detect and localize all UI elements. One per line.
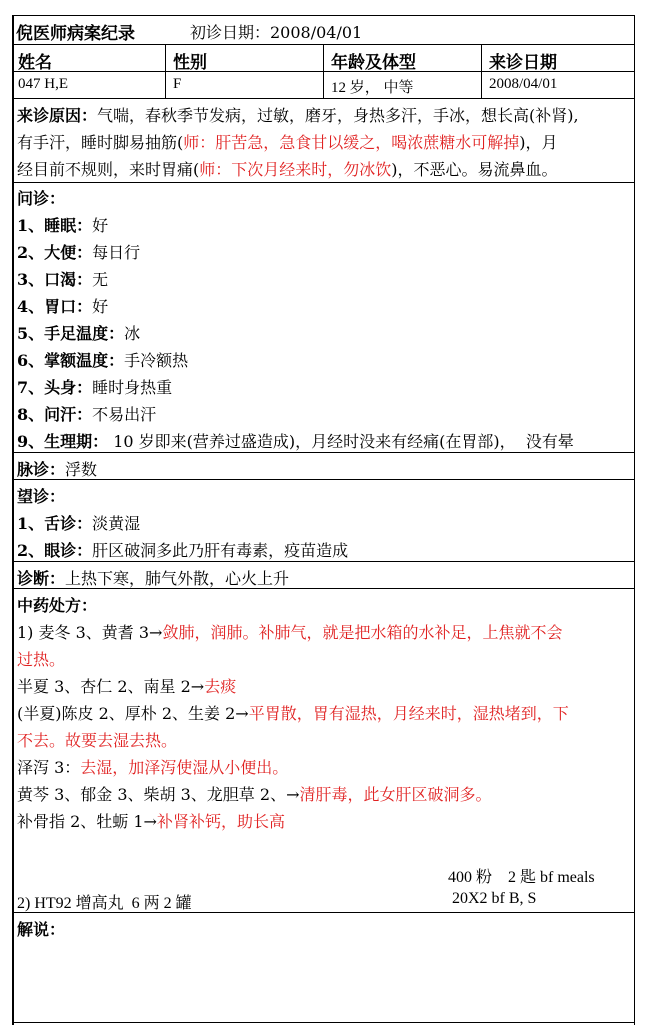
inquiry-item: 6、掌额温度：手冷额热 bbox=[17, 351, 189, 370]
reason-text-2c: )，月 bbox=[519, 133, 558, 152]
col-sep-2 bbox=[323, 44, 324, 98]
rule-3 bbox=[12, 98, 635, 99]
rule-6 bbox=[12, 479, 635, 480]
first-visit-date: 初诊日期：2008/04/01 bbox=[190, 23, 363, 42]
reason-text-2a: 有手汗，睡时脚易抽筋( bbox=[17, 133, 184, 152]
header-date: 来诊日期 bbox=[489, 53, 557, 73]
reason-line-2 bbox=[17, 130, 558, 153]
dose-instruction-1: 400 粉 2 匙 bf meals bbox=[448, 869, 595, 886]
inquiry-item: 5、手足温度：冰 bbox=[17, 324, 141, 343]
prescription-line: (半夏)陈皮 2、厚朴 2、生姜 2→平胃散，胃有湿热，月经来时，湿热堵到，下 bbox=[17, 704, 569, 723]
reason-text-3a: 经目前不规则，来时胃痛( bbox=[17, 160, 200, 179]
value-date: 2008/04/01 bbox=[489, 76, 558, 92]
inquiry-item: 8、问汗：不易出汗 bbox=[17, 405, 157, 424]
dose-instruction-2: 20X2 bf B, S bbox=[452, 890, 537, 907]
prescription-line: 半夏 3、杏仁 2、南星 2→去痰 bbox=[17, 677, 237, 696]
value-name: 047 H,E bbox=[18, 76, 68, 92]
reason-text-3c: )，不恶心。易流鼻血。 bbox=[391, 160, 558, 179]
header-name: 姓名 bbox=[18, 53, 52, 73]
border-right bbox=[634, 15, 635, 1025]
reason-line-3 bbox=[17, 157, 558, 180]
col-sep-1 bbox=[165, 44, 166, 98]
reason-note-1: 师：肝苦急，急食甘以缓之，喝浓蔗糖水可解掉 bbox=[183, 133, 520, 152]
prescription-line: 过热。 bbox=[17, 650, 66, 669]
inquiry-item: 9、生理期： 10 岁即来(营养过盛造成)，月经时没来有经痛(在胃部)， 没有晕 bbox=[17, 432, 574, 451]
inquiry-label: 问诊： bbox=[17, 189, 66, 208]
border-left bbox=[12, 15, 14, 1025]
reason-label: 来诊原因： bbox=[17, 106, 98, 125]
observation-item: 2、眼诊：肝区破洞多此乃肝有毒素，疫苗造成 bbox=[17, 541, 349, 560]
doc-title: 倪医师病案纪录 bbox=[16, 24, 135, 44]
col-sep-3 bbox=[481, 44, 482, 98]
diagnosis-label: 诊断： bbox=[17, 569, 66, 588]
explanation-label: 解说： bbox=[17, 920, 66, 939]
value-age: 12 岁， 中等 bbox=[331, 80, 414, 96]
pulse-row bbox=[17, 457, 97, 480]
prescription-line: 黄芩 3、郁金 3、柴胡 3、龙胆草 2、→清肝毒，此女肝区破洞多。 bbox=[17, 785, 492, 804]
observation-label: 望诊： bbox=[17, 487, 66, 506]
header-age: 年龄及体型 bbox=[331, 53, 416, 73]
observation-item: 1、舌诊：淡黄湿 bbox=[17, 514, 141, 533]
prescription-line: 泽泻 3：去湿，加泽泻使湿从小便出。 bbox=[17, 758, 289, 777]
rule-5 bbox=[12, 452, 635, 453]
border-bottom bbox=[12, 1022, 635, 1023]
diagnosis-value: 上热下寒，肺气外散，心火上升 bbox=[65, 569, 290, 588]
prescription-line: 不去。故要去湿去热。 bbox=[17, 731, 178, 750]
prescription-line: 补骨指 2、牡蛎 1→补肾补钙，助长高 bbox=[17, 812, 285, 831]
prescription-label: 中药处方： bbox=[17, 596, 98, 615]
diagnosis-row bbox=[17, 566, 289, 589]
value-sex: F bbox=[173, 76, 182, 92]
inquiry-item: 1、睡眠：好 bbox=[17, 216, 109, 235]
reason-line-1 bbox=[17, 103, 579, 126]
prescription-line: 1) 麦冬 3、黄耆 3→敛肺，润肺。补肺气，就是把水箱的水补足，上焦就不会 bbox=[17, 623, 563, 642]
border-top bbox=[12, 15, 635, 16]
rule-7 bbox=[12, 561, 635, 562]
inquiry-item: 4、胃口：好 bbox=[17, 297, 109, 316]
prescription-line-ht92: 2) HT92 增高丸 6 两 2 罐 bbox=[17, 895, 192, 912]
pulse-label: 脉诊： bbox=[17, 460, 66, 479]
reason-note-2: 师：下次月经来时，勿冰饮 bbox=[199, 160, 392, 179]
pulse-value: 浮数 bbox=[65, 460, 98, 479]
reason-text-1: 气喘，春秋季节发病，过敏，磨牙，身热多汗，手冰，想长高(补肾), bbox=[97, 106, 579, 125]
inquiry-item: 3、口渴：无 bbox=[17, 270, 109, 289]
inquiry-item: 7、头身：睡时身热重 bbox=[17, 378, 173, 397]
header-sex: 性别 bbox=[173, 53, 207, 73]
rule-4 bbox=[12, 182, 635, 183]
inquiry-item: 2、大便：每日行 bbox=[17, 243, 141, 262]
